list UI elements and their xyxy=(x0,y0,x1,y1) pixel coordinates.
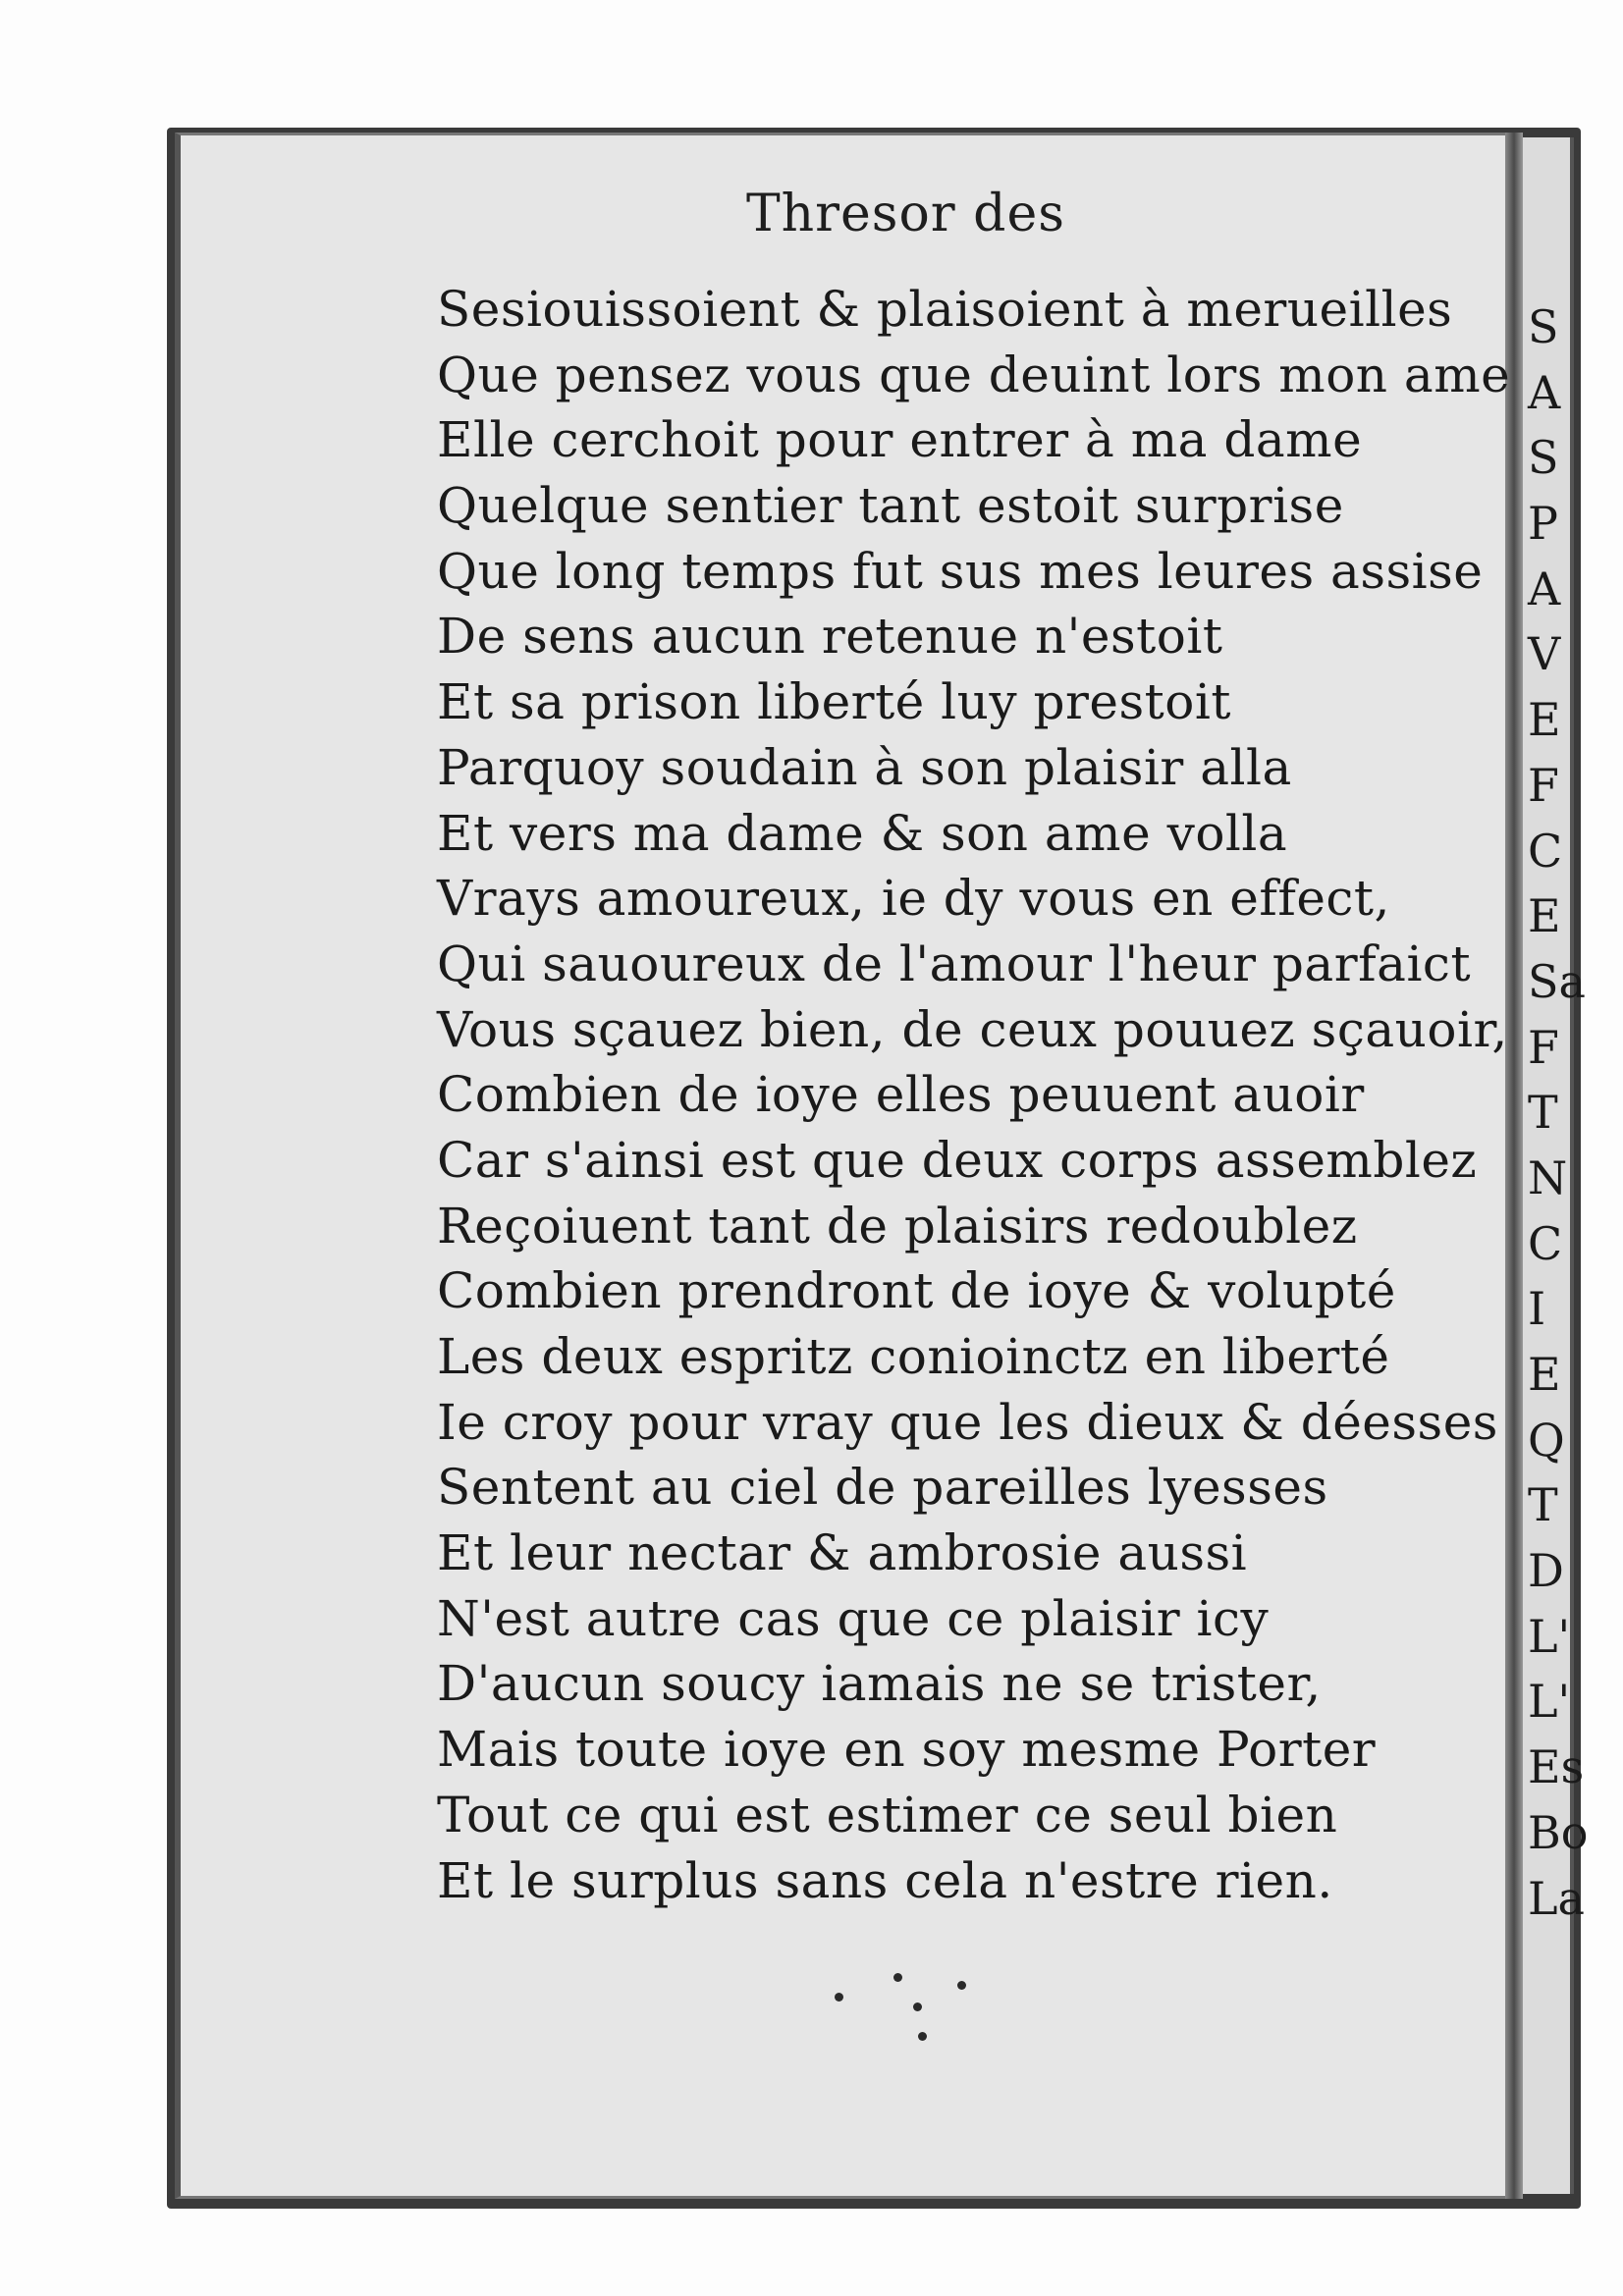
facing-initial: La xyxy=(1528,1871,1585,1925)
verse-line: Car s'ainsi est que deux corps assemblez xyxy=(437,1131,1478,1189)
verse-line: Que pensez vous que deuint lors mon ame xyxy=(437,346,1511,403)
facing-initial: Q xyxy=(1528,1413,1565,1467)
verse-line: Mais toute ioye en soy mesme Porter xyxy=(437,1721,1377,1779)
facing-initial: I xyxy=(1528,1282,1546,1336)
facing-initial: Sa xyxy=(1528,954,1586,1008)
facing-initial: L' xyxy=(1528,1675,1571,1729)
facing-initial: E xyxy=(1528,693,1561,747)
facing-initial: N xyxy=(1528,1150,1568,1204)
verse-line: Qui sauoureux de l'amour l'heur parfaict xyxy=(437,934,1472,992)
verse-line: Et le surplus sans cela n'estre rien. xyxy=(437,1851,1333,1909)
facing-initial: E xyxy=(1528,1348,1561,1401)
facing-initial: Bo xyxy=(1528,1805,1589,1859)
verse-line: Quelque sentier tant estoit surprise xyxy=(437,477,1344,535)
facing-initial: A xyxy=(1528,561,1561,615)
facing-initial: A xyxy=(1528,365,1561,419)
verse-line: N'est autre cas que ce plaisir icy xyxy=(437,1589,1270,1647)
verse-line: Ie croy pour vray que les dieux & déesses xyxy=(437,1393,1498,1451)
facing-initial: D xyxy=(1528,1544,1564,1598)
verse-line: Que long temps fut sus mes leures assise xyxy=(437,542,1484,600)
verse-line: Sentent au ciel de pareilles lyesses xyxy=(437,1459,1328,1517)
facing-initial: T xyxy=(1528,1478,1558,1532)
facing-initial: C xyxy=(1528,824,1563,878)
verse-line: Reçoiuent tant de plaisirs redoublez xyxy=(437,1197,1358,1255)
facing-initial: Es xyxy=(1528,1740,1585,1794)
verse-line: Combien prendront de ioye & volupté xyxy=(437,1262,1396,1320)
verse-line: Vrays amoureux, ie dy vous en effect, xyxy=(437,870,1390,928)
facing-initial: P xyxy=(1528,497,1558,551)
facing-initial: C xyxy=(1528,1216,1563,1270)
ornament-dot xyxy=(913,2002,922,2011)
verse-line: De sens aucun retenue n'estoit xyxy=(437,608,1223,666)
facing-initial: E xyxy=(1528,889,1561,943)
verse-line: D'aucun soucy iamais ne se trister, xyxy=(437,1655,1322,1713)
running-head: Thresor des xyxy=(746,185,1065,243)
verse-line: Combien de ioye elles peuuent auoir xyxy=(437,1066,1365,1124)
verse-line: Elle cerchoit pour entrer à ma dame xyxy=(437,411,1363,469)
ornament-dot xyxy=(835,1993,843,2002)
ornament-dot xyxy=(957,1981,966,1990)
facing-page-initials xyxy=(1528,294,1589,1931)
verse-line: Vous sçauez bien, de ceux pouuez sçauoir, xyxy=(437,1000,1508,1058)
facing-initial: L' xyxy=(1528,1609,1571,1663)
ornament-dot xyxy=(893,1973,902,1982)
facing-initial: S xyxy=(1528,300,1559,353)
verse-line: Sesiouissoient & plaisoient à merueilles xyxy=(437,281,1453,338)
verse-line: Parquoy soudain à son plaisir alla xyxy=(437,738,1292,796)
ornament-dot xyxy=(918,2032,927,2041)
facing-initial: T xyxy=(1528,1086,1558,1140)
verse-line: Et leur nectar & ambrosie aussi xyxy=(437,1524,1248,1582)
facing-initial: F xyxy=(1528,758,1559,812)
facing-initial: F xyxy=(1528,1020,1559,1074)
end-ornament xyxy=(835,1973,972,2042)
verse-line: Les deux espritz conioinctz en liberté xyxy=(437,1328,1390,1385)
verse-line: Tout ce qui est estimer ce seul bien xyxy=(437,1786,1338,1843)
verse-line: Et vers ma dame & son ame volla xyxy=(437,804,1288,862)
verse-text xyxy=(437,277,1510,1913)
facing-initial: V xyxy=(1528,627,1561,681)
verse-line: Et sa prison liberté luy prestoit xyxy=(437,673,1231,731)
facing-initial: S xyxy=(1528,431,1559,485)
